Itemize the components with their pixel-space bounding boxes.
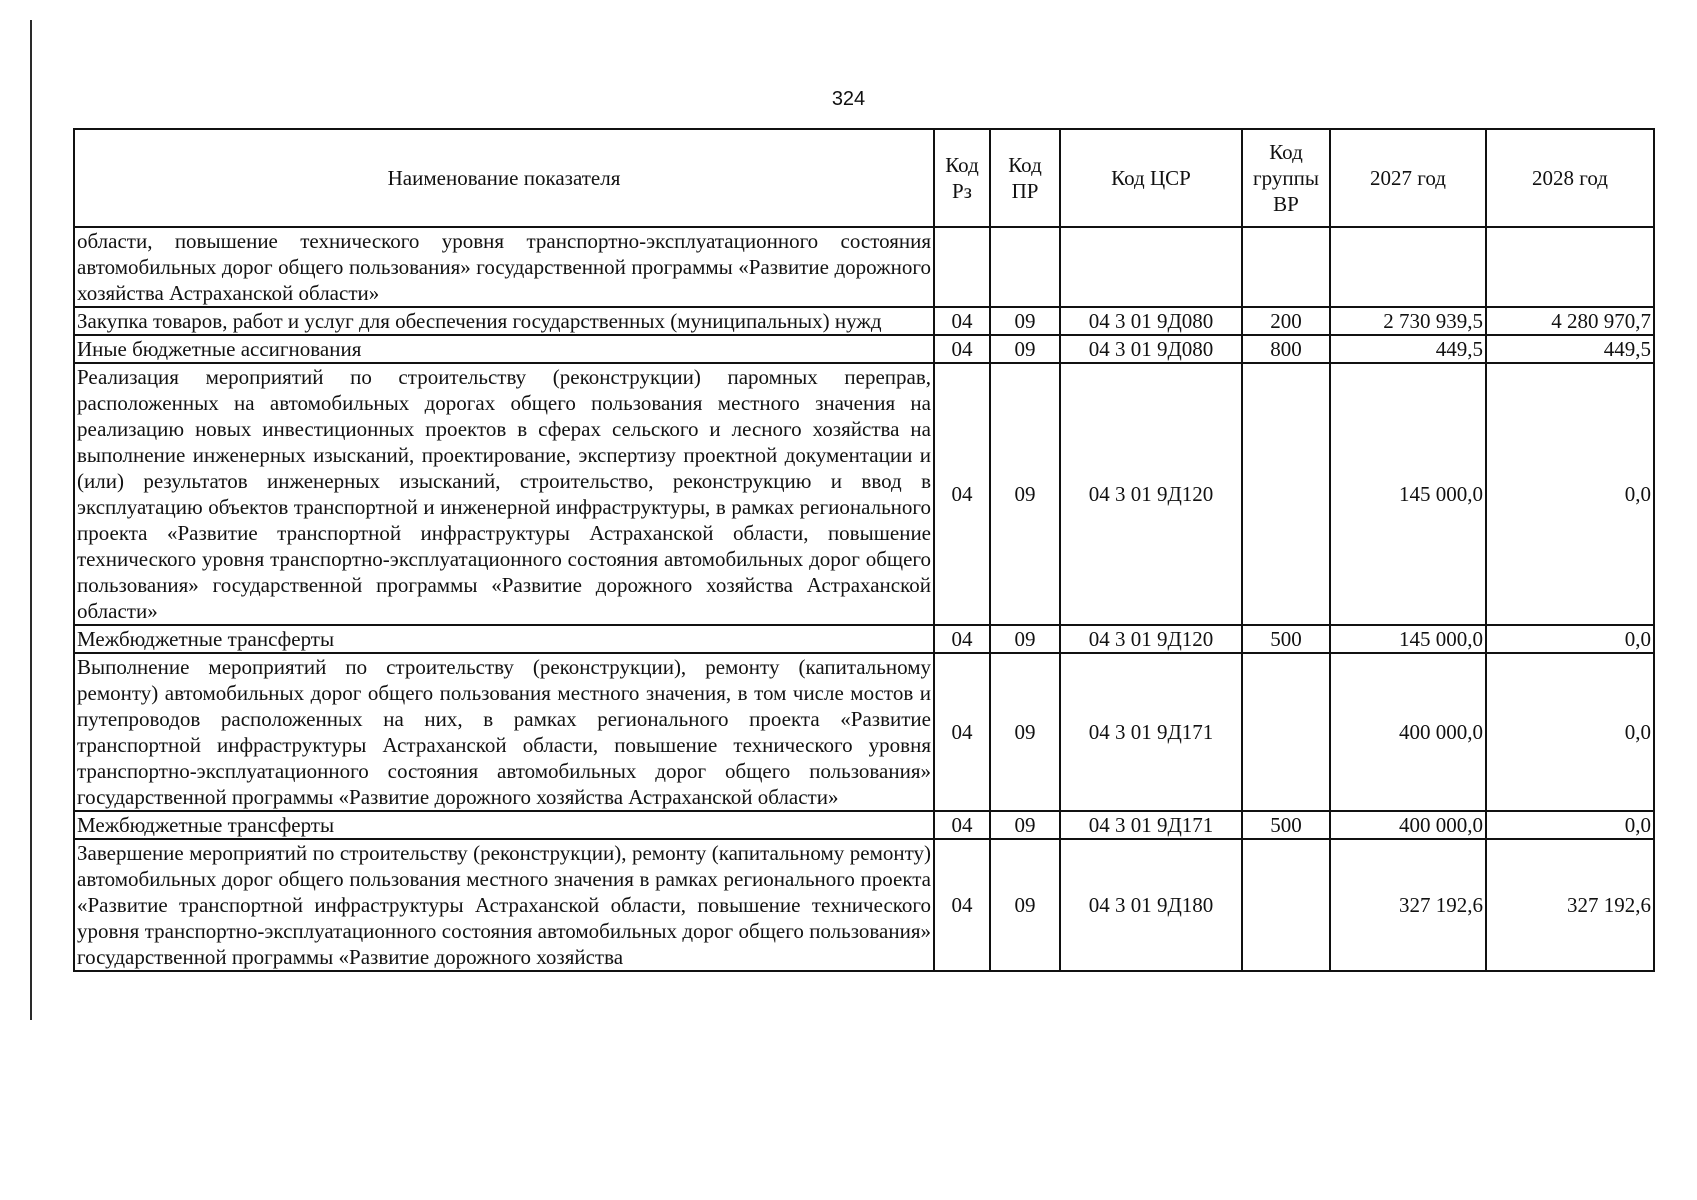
row-pr: 09 — [990, 839, 1060, 971]
row-2028: 4 280 970,7 — [1486, 307, 1654, 335]
table-row — [74, 839, 1654, 971]
row-csr: 04 3 01 9Д120 — [1060, 363, 1242, 625]
row-2027: 449,5 — [1330, 335, 1486, 363]
row-vr — [1242, 839, 1330, 971]
row-csr: 04 3 01 9Д080 — [1060, 335, 1242, 363]
row-rz: 04 — [934, 307, 990, 335]
row-name: Иные бюджетные ассигнования — [74, 335, 934, 363]
table-row — [74, 653, 1654, 811]
row-csr: 04 3 01 9Д171 — [1060, 811, 1242, 839]
row-vr: 500 — [1242, 811, 1330, 839]
header-pr: Код ПР — [990, 129, 1060, 227]
row-name: Реализация мероприятий по строительству (реконструкции) паромных переправ, расположенных на автомобильных дорогах общего пользования местного значения на реализацию новых инвестиционных проектов в сферах сельского и лесного хозяйства на выполнение инженерных изысканий, проектирование, экспертизу проектной документации и (или) результатов инженерных изысканий, строительство, реконструкцию и ввод в эксплуатацию объектов транспортной и инженерной инфраструктуры, в рамках регионального проекта «Развитие транспортной инфраструктуры Астраханской области, повышение технического уровня транспортно-эксплуатационного состояния автомобильных дорог общего пользования» государственной программы «Развитие дорожного хозяйства Астраханской области» — [74, 363, 934, 625]
row-csr: 04 3 01 9Д171 — [1060, 653, 1242, 811]
row-rz: 04 — [934, 625, 990, 653]
row-csr: 04 3 01 9Д180 — [1060, 839, 1242, 971]
row-2027 — [1330, 227, 1486, 307]
row-csr: 04 3 01 9Д120 — [1060, 625, 1242, 653]
header-name: Наименование показателя — [74, 129, 934, 227]
table-header-row — [74, 129, 1654, 227]
row-pr: 09 — [990, 653, 1060, 811]
header-2027: 2027 год — [1330, 129, 1486, 227]
row-2028 — [1486, 227, 1654, 307]
table-row — [74, 335, 1654, 363]
row-pr: 09 — [990, 363, 1060, 625]
row-vr — [1242, 227, 1330, 307]
row-pr: 09 — [990, 811, 1060, 839]
table-row — [74, 811, 1654, 839]
page-number: 324 — [831, 88, 866, 110]
row-2027: 145 000,0 — [1330, 625, 1486, 653]
row-pr: 09 — [990, 625, 1060, 653]
header-rz: Код Рз — [934, 129, 990, 227]
row-name: Выполнение мероприятий по строительству (реконструкции), ремонту (капитальному ремонту) автомобильных дорог общего пользования местного значения, в том числе мостов и путепроводов расположенных на них, в рамках регионального проекта «Развитие транспортной инфраструктуры Астраханской области, повышение технического уровня транспортно-эксплуатационного состояния автомобильных дорог общего пользования» государственной программы «Развитие дорожного хозяйства Астраханской области» — [74, 653, 934, 811]
table-row — [74, 227, 1654, 307]
row-name: Межбюджетные трансферты — [74, 811, 934, 839]
row-pr: 09 — [990, 335, 1060, 363]
header-2028: 2028 год — [1486, 129, 1654, 227]
row-pr — [990, 227, 1060, 307]
row-2028: 0,0 — [1486, 653, 1654, 811]
row-rz: 04 — [934, 839, 990, 971]
row-2027: 327 192,6 — [1330, 839, 1486, 971]
row-vr: 500 — [1242, 625, 1330, 653]
row-name: области, повышение технического уровня транспортно-эксплуатационного состояния автомобильных дорог общего пользования» государственной программы «Развитие дорожного хозяйства Астраханской области» — [74, 227, 934, 307]
budget-table — [73, 128, 1655, 972]
row-2028: 327 192,6 — [1486, 839, 1654, 971]
row-vr — [1242, 363, 1330, 625]
table-row — [74, 625, 1654, 653]
budget-table-wrapper — [73, 128, 1653, 972]
row-2028: 0,0 — [1486, 811, 1654, 839]
row-rz: 04 — [934, 653, 990, 811]
header-vr: Код группы ВР — [1242, 129, 1330, 227]
table-row — [74, 363, 1654, 625]
row-name: Закупка товаров, работ и услуг для обеспечения государственных (муниципальных) нужд — [74, 307, 934, 335]
row-csr: 04 3 01 9Д080 — [1060, 307, 1242, 335]
row-2028: 0,0 — [1486, 625, 1654, 653]
row-pr: 09 — [990, 307, 1060, 335]
row-csr — [1060, 227, 1242, 307]
row-vr — [1242, 653, 1330, 811]
row-vr: 200 — [1242, 307, 1330, 335]
row-name: Завершение мероприятий по строительству (реконструкции), ремонту (капитальному ремонту) автомобильных дорог общего пользования местного значения в рамках регионального проекта «Развитие транспортной инфраструктуры Астраханской области, повышение технического уровня транспортно-эксплуатационного состояния автомобильных дорог общего пользования» государственной программы «Развитие дорожного хозяйства — [74, 839, 934, 971]
row-vr: 800 — [1242, 335, 1330, 363]
header-csr: Код ЦСР — [1060, 129, 1242, 227]
row-rz: 04 — [934, 363, 990, 625]
row-2027: 2 730 939,5 — [1330, 307, 1486, 335]
page-margin-line — [30, 20, 32, 1020]
row-2027: 400 000,0 — [1330, 653, 1486, 811]
table-row — [74, 307, 1654, 335]
row-2027: 145 000,0 — [1330, 363, 1486, 625]
row-name: Межбюджетные трансферты — [74, 625, 934, 653]
row-rz: 04 — [934, 335, 990, 363]
row-rz: 04 — [934, 811, 990, 839]
row-2028: 449,5 — [1486, 335, 1654, 363]
row-rz — [934, 227, 990, 307]
row-2027: 400 000,0 — [1330, 811, 1486, 839]
row-2028: 0,0 — [1486, 363, 1654, 625]
